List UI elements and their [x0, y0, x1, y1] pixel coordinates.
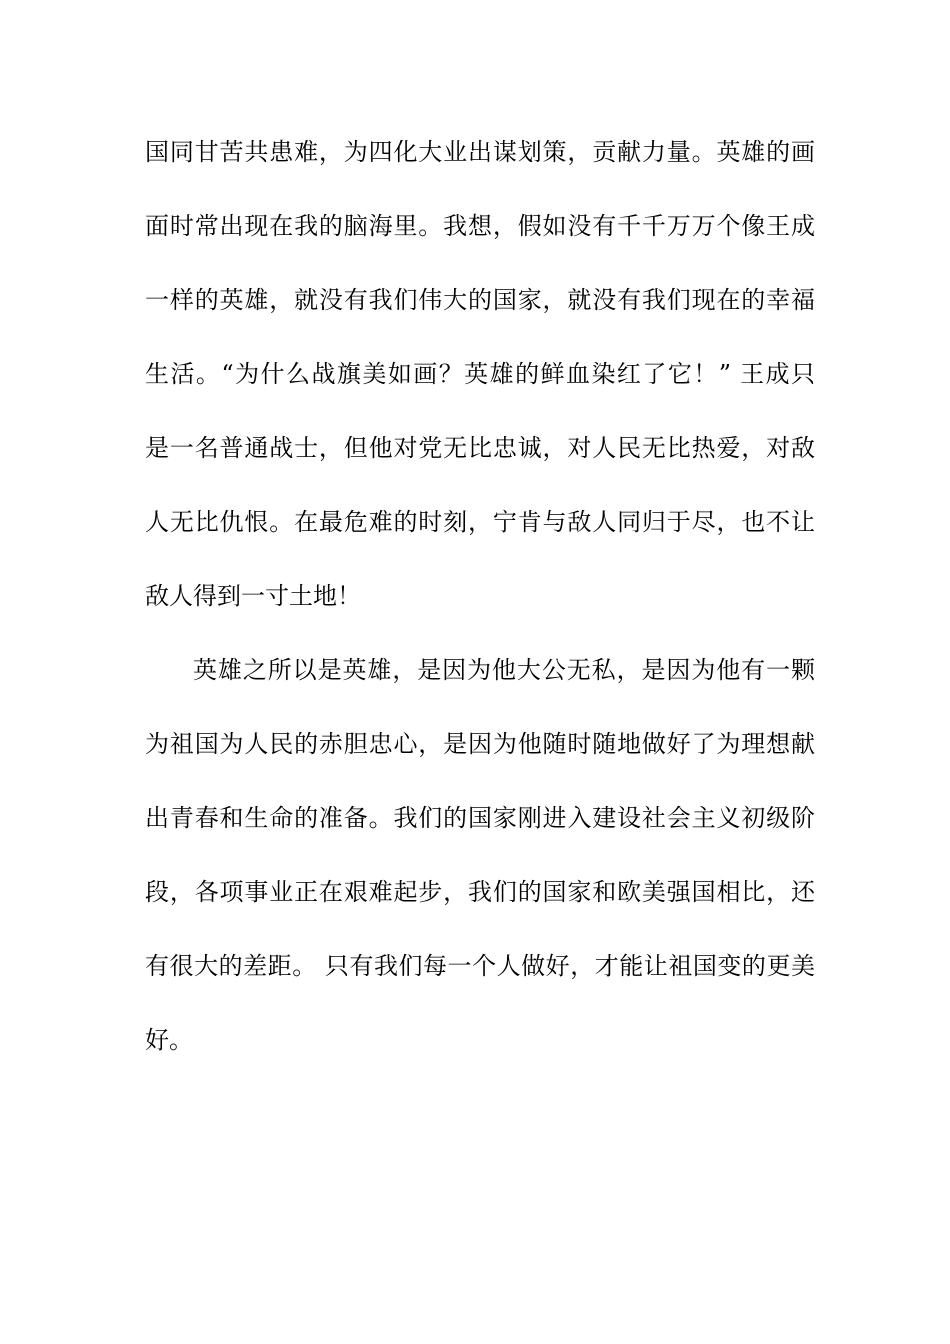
body-text: [145, 126, 815, 1088]
text-line: 为祖国为人民的赤胆忠心，是因为他随时随地做好了为理想献: [145, 730, 815, 758]
text-line: 敌人得到一寸土地！: [145, 582, 361, 610]
text-line: 生活。“为什么战旗美如画？英雄的鲜血染红了它！” 王成只: [145, 360, 815, 388]
text-line: 国同甘苦共患难，为四化大业出谋划策，贡献力量。英雄的画: [145, 138, 815, 166]
text-line: 有很大的差距。 只有我们每一个人做好，才能让祖国变的更美: [145, 952, 815, 980]
text-line: 出青春和生命的准备。我们的国家刚进入建设社会主义初级阶: [145, 804, 815, 832]
text-line: 英雄之所以是英雄，是因为他大公无私，是因为他有一颗: [193, 656, 815, 684]
text-line: 好。: [145, 1026, 193, 1054]
text-line: 面时常出现在我的脑海里。我想，假如没有千千万万个像王成: [145, 212, 815, 240]
text-line: 一样的英雄，就没有我们伟大的国家，就没有我们现在的幸福: [145, 286, 815, 314]
text-line: 段，各项事业正在艰难起步，我们的国家和欧美强国相比，还: [145, 878, 815, 906]
text-line: 人无比仇恨。在最危难的时刻，宁肯与敌人同归于尽，也不让: [145, 508, 815, 536]
text-line: 是一名普通战士，但他对党无比忠诚，对人民无比热爱，对敌: [145, 434, 815, 462]
